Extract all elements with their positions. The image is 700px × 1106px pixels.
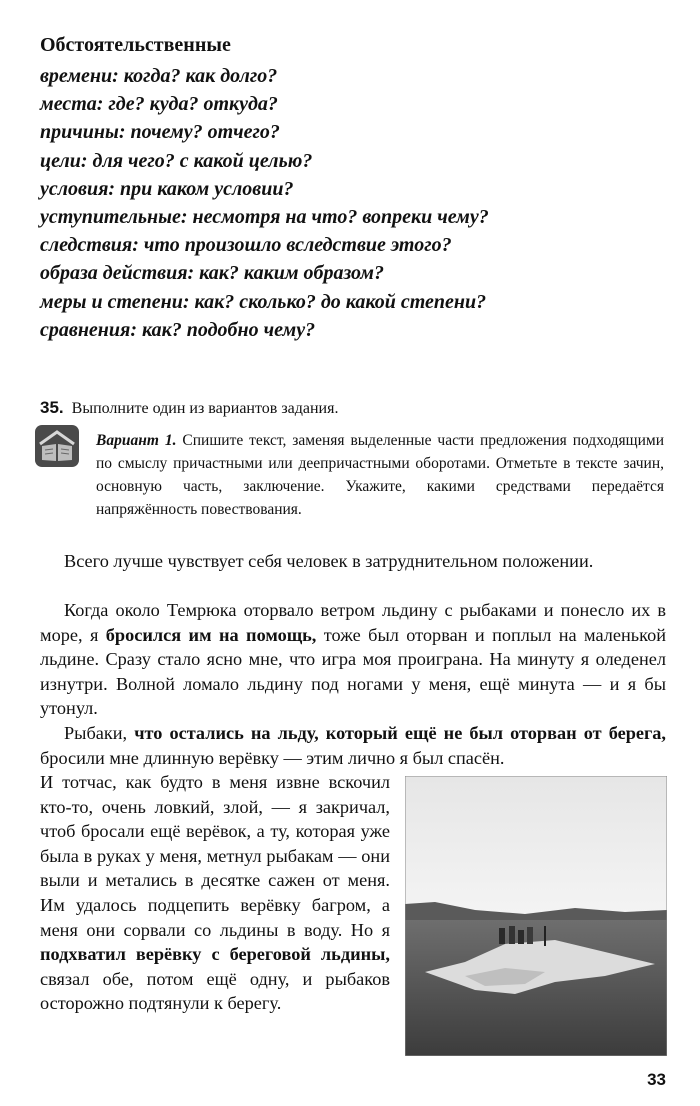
circumstance-item: сравнения: как? подобно чему?: [40, 318, 316, 341]
paragraph-text: Всего лучше чувствует себя человек в затруднительном положении.: [64, 551, 594, 571]
variant-text: Спишите текст, заменяя выделенные части предложения подходящими по смыслу причастными или деепричастными оборотами. Отметьте в тексте зачин, основную часть, заключение. Укажите, какими средствами передаётся напряжённость повествования.: [96, 432, 665, 518]
circumstance-item: образа действия: как? каким образом?: [40, 262, 384, 285]
story-paragraph: [40, 549, 666, 574]
highlighted-phrase: бросился им на помощь,: [105, 624, 317, 645]
circumstance-item: условия: при каком условии?: [40, 177, 294, 200]
highlighted-phrase: подхватил верёвку с береговой льдины,: [40, 944, 390, 965]
story-paragraph: [40, 721, 666, 770]
task-number: 35.: [40, 398, 64, 417]
circumstance-item: следствия: что произошло вследствие этого?: [40, 234, 452, 257]
task-header: [40, 398, 338, 418]
variant-instruction: [96, 429, 664, 521]
circumstances-title: Обстоятельственные: [40, 34, 231, 56]
paragraph-text: Рыбаки,: [64, 723, 135, 743]
variant-label: Вариант 1.: [96, 432, 177, 449]
paragraph-text: бросили мне длинную верёвку — этим лично я был спасён.: [40, 747, 505, 768]
circumstance-item: причины: почему? отчего?: [40, 121, 280, 144]
circumstance-item: уступительные: несмотря на что? вопреки чему?: [40, 205, 489, 228]
circumstance-item: места: где? куда? откуда?: [40, 93, 278, 116]
paragraph-text: И тотчас, как будто в меня извне вскочил кто-то, очень ловкий, злой, — я закричал, чтоб бросали ещё верёвок, а ту, которая уже была в руках у меня, метнул рыбакам — они выли и метались в десятке сажен от меня. Им удалось подцепить верёвку багром, а меня они сорвали со льдины в воду. Но я: [40, 772, 390, 940]
circumstance-item: меры и степени: как? сколько? до какой степени?: [40, 290, 487, 313]
story-paragraph: [40, 770, 390, 1016]
paragraph-text: Когда около Темрюка оторвало ветром льдину с рыбаками и понесло их в море, я: [40, 600, 666, 645]
highlighted-phrase: что остались на льду, который ещё не был оторван от берега,: [134, 723, 666, 743]
circumstance-item: цели: для чего? с какой целью?: [40, 149, 313, 172]
paragraph-text: тоже был оторван и поплыл на маленькой льдине. Сразу стало ясно мне, что игра моя проиграна. На минуту я оледенел изнутри. Волной ломало льдину под ногами у меня, ещё минута — и я бы утонул.: [40, 624, 667, 719]
page-number: 33: [647, 1070, 666, 1089]
story-paragraph: [40, 598, 666, 721]
paragraph-text: связал обе, потом ещё одну, и рыбаков осторожно подтянули к берегу.: [40, 968, 390, 1014]
circumstance-item: времени: когда? как долго?: [40, 65, 278, 87]
ice-floe-photo: [405, 776, 667, 1056]
task-instruction: Выполните один из вариантов задания.: [71, 400, 339, 417]
book-icon: [34, 424, 80, 468]
circumstances-list: [40, 62, 489, 344]
